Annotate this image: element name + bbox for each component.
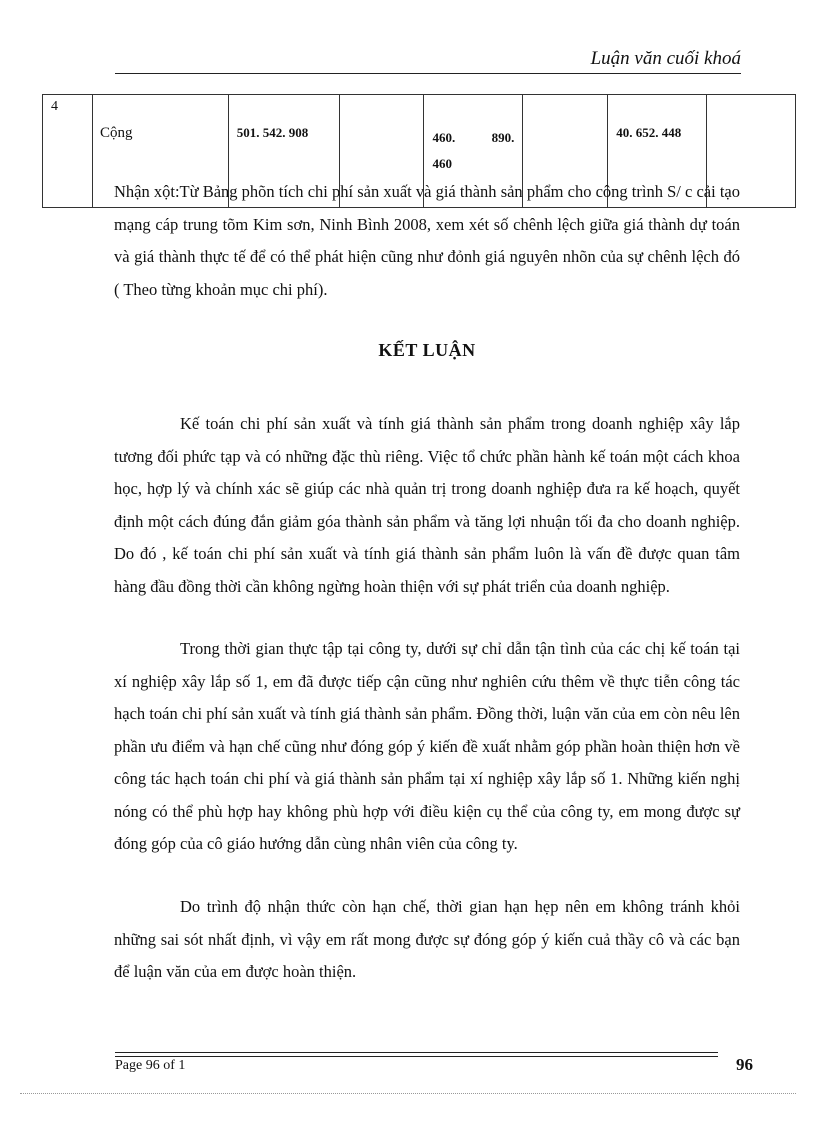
estimate-cost-cell: 501. 542. 908: [228, 95, 339, 208]
actual-cost-part-c: 460: [432, 156, 452, 171]
body-paragraph: Do trình độ nhận thức còn hạn chế, thời gian hạn hẹp nên em không tránh khỏi những sai sót nhất định, vì vậy em rất mong được sự đóng góp ý kiến cuả thầy cô và các bạn để luận văn của em được hoàn thiện.: [114, 897, 740, 981]
actual-cost-part-a: 460.: [432, 130, 456, 145]
row-label-cell: Cộng: [92, 95, 228, 208]
page-bottom-dotted-rule: [20, 1093, 796, 1094]
body-paragraph: Trong thời gian thực tập tại công ty, dưới sự chỉ dẫn tận tình của các chị kế toán tại xí nghiệp xây lắp số 1, em đã được tiếp cận cũng như nghiên cứu thêm về thực tiễn công tác hạch toán chi phí sản xuất và tính giá thành sản phẩm. Đồng thời, luận văn của em còn nêu lên phần ưu điểm và hạn chế cũng như đóng góp ý kiến đề xuất nhằm góp phần hoàn thiện hơn về công tác hạch toán chi phí và giá thành sản phẩm tại xí nghiệp xây lắp số 1. Những kiến nghị nóng có thể phù hợp hay không phù hợp với điều kiện cụ thể của công ty, em mong được sự đóng góp của cô giáo hướng dẫn cùng nhân viên của công ty.: [114, 639, 740, 853]
actual-cost-part-b: 890.: [491, 130, 515, 145]
section-title: KẾT LUẬN: [378, 340, 476, 360]
footer-rule: [115, 1056, 718, 1057]
intro-paragraph: Nhận xột:Từ Bảng phõn tích chi phí sản xuất và giá thành sản phẩm cho công trình S/ c cải tạo mạng cáp trung tõm Kim sơn, Ninh Bình 2008, xem xét số chênh lệch giữa giá thành dự toán và giá thành thực tế để có thể phát hiện cũng như đỏnh giá nguyên nhõn của sự chênh lệch đó ( Theo từng khoản mục chi phí).: [114, 182, 740, 299]
footer-rule: [115, 1052, 718, 1053]
row-index-cell: 4: [43, 95, 93, 208]
footer-page-label: Page 96 of 1: [115, 1058, 186, 1073]
body-paragraph: Kế toán chi phí sản xuất và tính giá thành sản phẩm trong doanh nghiệp xây lắp tương đối phức tạp và có những đặc thù riêng. Việc tổ chức phần hành kế toán một cách khoa học, hợp lý và chính xác sẽ giúp các nhà quản trị trong doanh nghiệp đưa ra kế hoạch, quyết định một cách đúng đắn giảm góa thành sản phẩm và tăng lợi nhuận tối đa cho doanh nghiệp. Do đó , kế toán chi phí sản xuất và tính giá thành sản phẩm luôn là vấn đề được quan tâm hàng đầu đồng thời cần không ngừng hoàn thiện với sự phát triển của doanh nghiệp.: [114, 414, 740, 596]
running-header-title: Luận văn cuối khoá: [590, 48, 741, 69]
footer-page-number: 96: [736, 1055, 753, 1074]
header-rule: [115, 73, 741, 74]
difference-cell: 40. 652. 448: [608, 95, 707, 208]
